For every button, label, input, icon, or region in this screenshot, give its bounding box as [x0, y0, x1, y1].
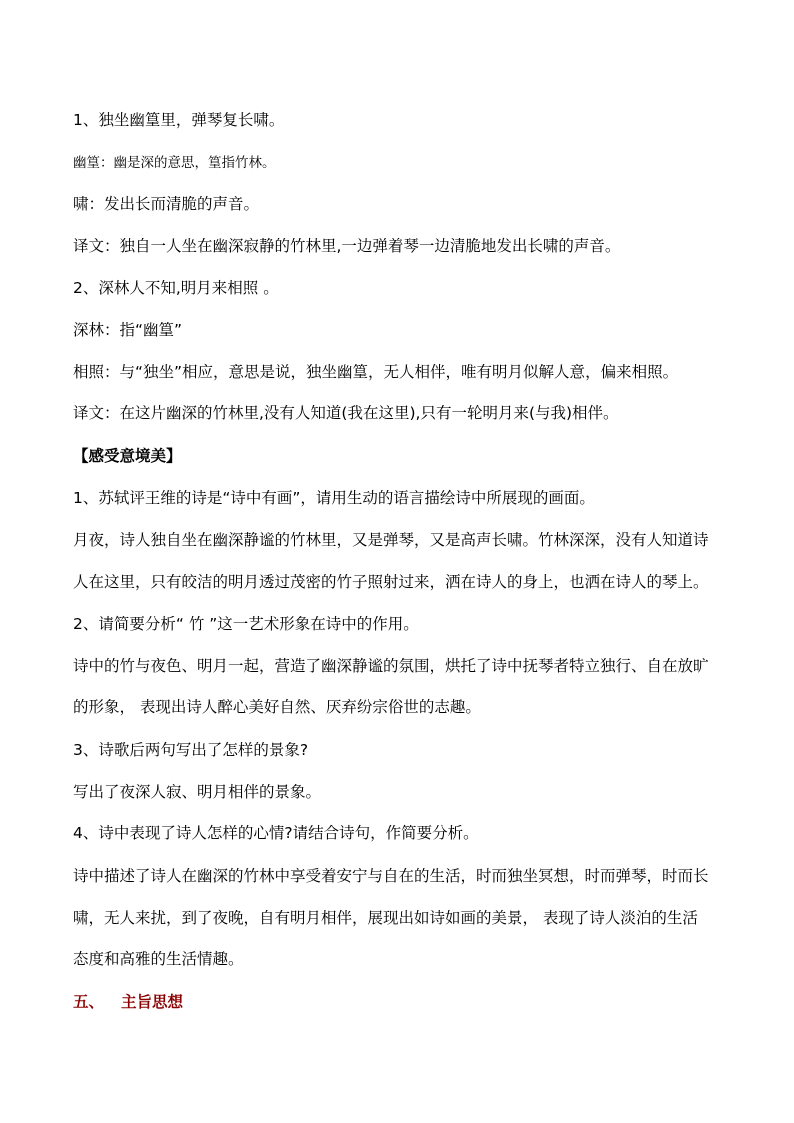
question-1: 1、苏轼评王维的诗是“诗中有画”，请用生动的语言描绘诗中所展现的画面。 — [73, 489, 595, 507]
section-title: 主旨思想 — [121, 993, 184, 1011]
answer-4-line-1: 诗中描述了诗人在幽深的竹林中享受着安宁与自在的生活，时而独坐冥想，时而弹琴，时而长 — [73, 867, 709, 885]
answer-3: 写出了夜深人寂、明月相伴的景象。 — [73, 783, 322, 801]
poem-line-2: 2、深林人不知,明月来相照 。 — [73, 279, 279, 297]
translation-2: 译文：在这片幽深的竹林里,没有人知道(我在这里),只有一轮明月来(与我)相伴。 — [73, 404, 619, 422]
section-title-artistic-conception: 【感受意境美】 — [73, 447, 182, 465]
question-4: 4、诗中表现了诗人怎样的心情?请结合诗句，作简要分析。 — [73, 824, 479, 842]
annotation-youhuang: 幽篁：幽是深的意思，篁指竹林。 — [73, 155, 276, 171]
answer-4-line-2: 啸，无人来扰，到了夜晚，自有明月相伴，展现出如诗如画的美景， 表现了诗人淡泊的生活 — [73, 909, 698, 927]
question-3: 3、诗歌后两句写出了怎样的景象? — [73, 741, 309, 759]
section-heading-theme — [73, 992, 183, 1012]
annotation-xiao: 啸：发出长而清脆的声音。 — [73, 195, 260, 213]
poem-line-1: 1、独坐幽篁里，弹琴复长啸。 — [73, 111, 285, 129]
question-2: 2、请简要分析“ 竹 ”这一艺术形象在诗中的作用。 — [73, 615, 419, 633]
answer-2-line-1: 诗中的竹与夜色、明月一起，营造了幽深静谧的氛围，烘托了诗中抚琴者特立独行、自在放旷 — [73, 657, 709, 675]
section-number: 五、 — [73, 993, 105, 1011]
annotation-xiangzhao: 相照：与“独坐”相应，意思是说，独坐幽篁，无人相伴，唯有明月似解人意，偏来相照。 — [73, 363, 679, 381]
answer-4-line-3: 态度和高雅的生活情趣。 — [73, 950, 244, 968]
answer-1-line-2: 人在这里，只有皎洁的明月透过茂密的竹子照射过来，洒在诗人的身上，也洒在诗人的琴上。 — [73, 573, 709, 591]
answer-1-line-1: 月夜，诗人独自坐在幽深静谧的竹林里，又是弹琴，又是高声长啸。竹林深深，没有人知道诗 — [73, 531, 709, 549]
translation-1: 译文：独自一人坐在幽深寂静的竹林里,一边弹着琴一边清脆地发出长啸的声音。 — [73, 237, 621, 255]
annotation-shenlin: 深林：指“幽篁” — [73, 321, 183, 339]
answer-2-line-2: 的形象， 表现出诗人醉心美好自然、厌弃纷宗俗世的志趣。 — [73, 698, 481, 716]
